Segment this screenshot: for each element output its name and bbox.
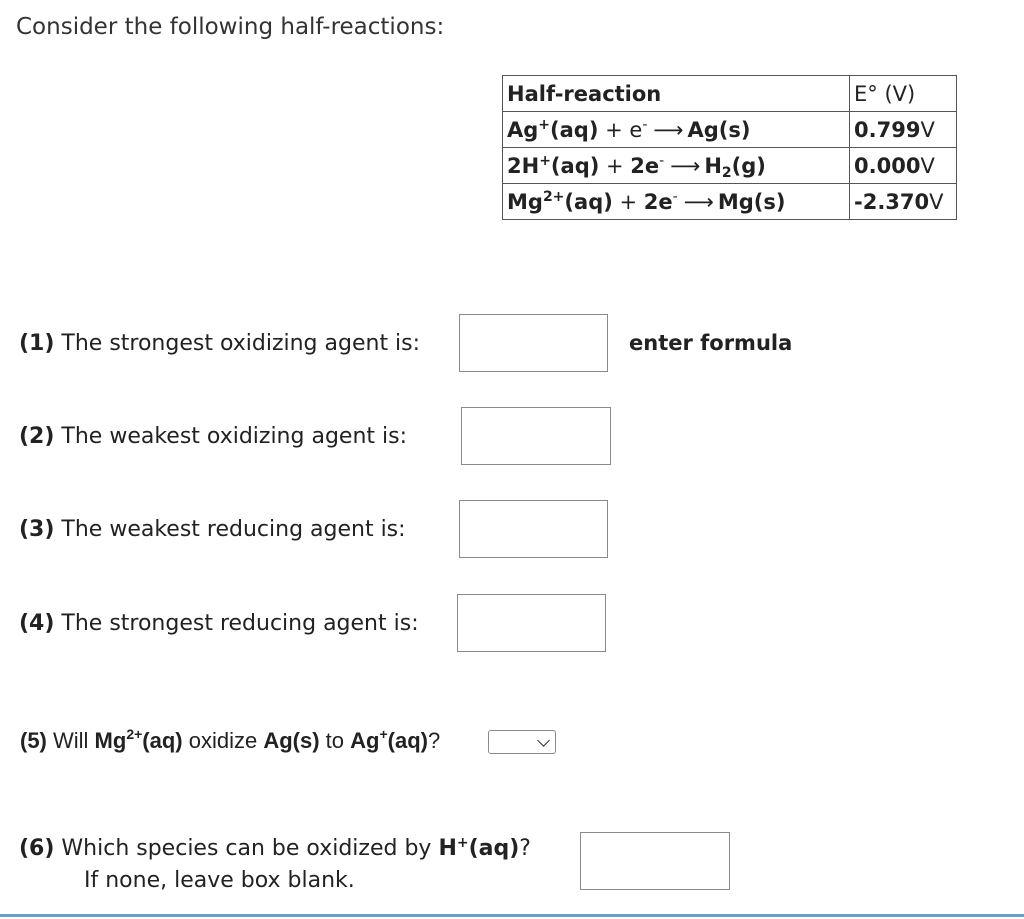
question-text: The strongest oxidizing agent is: — [54, 331, 421, 356]
plus-sign: + — [599, 153, 631, 178]
half-reaction-table — [502, 75, 957, 220]
potential-unit: V — [920, 117, 935, 142]
reactant: Mg — [507, 189, 543, 214]
electron-charge: - — [642, 116, 648, 133]
question-6 — [19, 836, 531, 861]
chevron-down-icon — [537, 734, 550, 747]
reactant-state: (aq) — [550, 153, 600, 178]
electrons: 2e — [630, 153, 660, 178]
question-3 — [19, 517, 406, 542]
intro-text: Consider the following half-reactions: — [16, 14, 445, 40]
question-number: (3) — [19, 517, 55, 542]
question-mark: ? — [427, 728, 441, 753]
reactant-state: (aq) — [564, 189, 613, 214]
table-row — [503, 148, 957, 184]
species-oxidized-input[interactable] — [580, 832, 730, 890]
species-ag: Ag — [350, 728, 380, 753]
reaction-cell — [503, 184, 850, 220]
potential-cell — [850, 184, 957, 220]
question-text: The weakest reducing agent is: — [54, 517, 406, 542]
species-h: H — [438, 836, 457, 861]
electrons: 2e — [643, 189, 673, 214]
reactant-charge: + — [538, 116, 551, 133]
question-text: oxidize — [182, 728, 264, 753]
potential-unit: V — [920, 153, 935, 178]
product: Mg(s) — [717, 189, 786, 214]
reactant: Ag — [507, 117, 539, 142]
question-number: (2) — [19, 424, 55, 449]
oxidize-answer-select[interactable] — [488, 730, 556, 754]
potential-value: -2.370 — [854, 189, 930, 214]
reactant: 2H — [507, 153, 540, 178]
potential-unit: V — [929, 189, 944, 214]
species-mg-state: (aq) — [142, 728, 183, 753]
arrow-icon: ⟶ — [653, 117, 682, 142]
question-4 — [19, 611, 419, 636]
strongest-oxidizing-agent-input[interactable] — [459, 314, 608, 372]
product-subscript: 2 — [721, 164, 732, 181]
species-mg: Mg — [94, 728, 127, 753]
potential-value: 0.799 — [854, 117, 921, 142]
plus-sign: + — [612, 189, 644, 214]
species-ag-state: (aq) — [387, 728, 428, 753]
species-h-charge: + — [456, 835, 469, 851]
arrow-icon: ⟶ — [683, 189, 712, 214]
question-text: The weakest oxidizing agent is: — [54, 424, 407, 449]
question-2 — [19, 424, 407, 449]
question-text: Which species can be oxidized by — [54, 836, 439, 861]
potential-value: 0.000 — [854, 153, 921, 178]
question-number: (1) — [19, 331, 55, 356]
question-text: Will — [46, 728, 95, 753]
electron-charge: - — [672, 188, 678, 205]
table-header-row — [503, 76, 957, 112]
question-number: (4) — [19, 611, 55, 636]
table-row — [503, 184, 957, 220]
weakest-oxidizing-agent-input[interactable] — [461, 407, 611, 465]
question-mark: ? — [519, 836, 531, 861]
potential-cell — [850, 112, 957, 148]
reactant-state: (aq) — [550, 117, 599, 142]
reaction-cell — [503, 148, 850, 184]
species-ag-solid: Ag(s) — [263, 728, 320, 753]
question-5 — [20, 728, 440, 754]
potential-cell — [850, 148, 957, 184]
reactant-charge: + — [539, 152, 551, 169]
electron-charge: - — [659, 152, 665, 169]
species-h-state: (aq) — [468, 836, 520, 861]
question-number: (6) — [19, 836, 55, 861]
product: Ag(s) — [687, 117, 751, 142]
table-row — [503, 112, 957, 148]
product-state: (g) — [731, 153, 766, 178]
species-ag-charge: + — [379, 726, 388, 742]
header-half-reaction: Half-reaction — [503, 76, 850, 112]
plus-sign: + — [598, 117, 630, 142]
product: H — [704, 153, 722, 178]
question-6-note: If none, leave box blank. — [84, 868, 355, 893]
question-text: to — [319, 728, 351, 753]
question-text: The strongest reducing agent is: — [54, 611, 419, 636]
arrow-icon: ⟶ — [670, 153, 699, 178]
question-number: (5) — [20, 728, 47, 753]
enter-formula-hint: enter formula — [629, 331, 793, 355]
strongest-reducing-agent-input[interactable] — [457, 594, 606, 652]
header-e-potential: E° (V) — [850, 76, 957, 112]
electrons: e — [629, 117, 643, 142]
species-mg-charge: 2+ — [126, 726, 143, 742]
reaction-cell — [503, 112, 850, 148]
bottom-divider — [0, 914, 1024, 917]
question-1 — [19, 331, 420, 356]
reactant-charge: 2+ — [542, 188, 565, 205]
weakest-reducing-agent-input[interactable] — [459, 500, 608, 558]
